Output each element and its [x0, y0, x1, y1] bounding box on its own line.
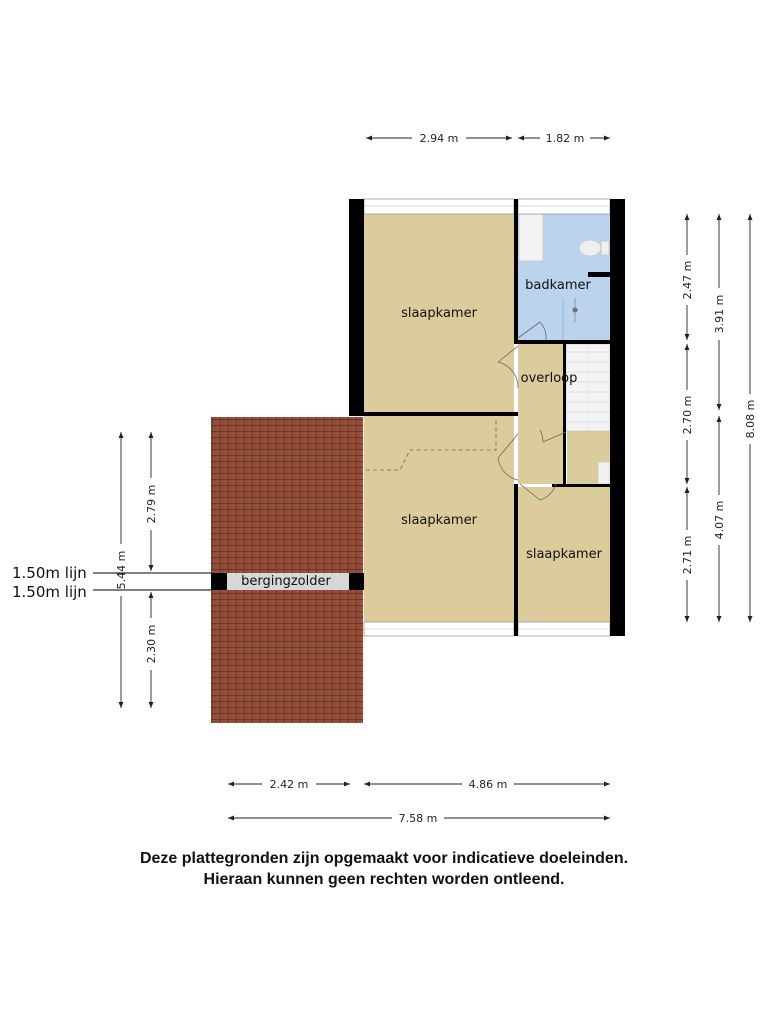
wall-center-lower	[514, 484, 518, 636]
dim-right-total: 8.08 m	[744, 399, 757, 439]
roof-lower	[211, 590, 363, 723]
wall-berging-right	[349, 573, 364, 590]
sink	[519, 214, 543, 261]
dim-left-total: 5.44 m	[115, 550, 128, 590]
wall-center-upper	[514, 199, 518, 344]
wall-bath-bottom	[518, 340, 610, 344]
wall-stub-top	[514, 199, 518, 214]
line-label-lower: 1.50m lijn	[12, 583, 87, 601]
dim-right-1: 2.47 m	[681, 260, 694, 300]
wall-left-outer	[349, 199, 364, 414]
dim-right-2: 2.70 m	[681, 395, 694, 435]
dim-bottom-total: 7.58 m	[398, 812, 438, 825]
wall-left-lower	[349, 412, 364, 416]
wall-bath-stub	[588, 272, 610, 277]
dim-top-right: 1.82 m	[545, 132, 585, 145]
room-label-slaapkamer-2: slaapkamer	[401, 513, 477, 528]
dim-left-upper: 2.79 m	[145, 484, 158, 524]
wall-right-outer	[610, 199, 625, 636]
disclaimer-line-1: Deze plattegronden zijn opgemaakt voor indicatieve doeleinden.	[139, 850, 629, 867]
line-label-upper: 1.50m lijn	[12, 564, 87, 582]
dim-right-3: 2.71 m	[681, 535, 694, 575]
room-label-slaapkamer-1: slaapkamer	[401, 306, 477, 321]
roof-area	[211, 417, 364, 723]
wall-stair-left	[563, 344, 566, 484]
dim-bottom-left: 2.42 m	[269, 778, 309, 791]
toilet	[579, 240, 601, 256]
disclaimer-line-2: Hieraan kunnen geen rechten worden ontleend.	[203, 871, 565, 888]
disclaimer	[0, 848, 768, 890]
wall-berging-left	[211, 573, 227, 590]
wall-slaapkamer3-top	[552, 484, 610, 487]
room-label-bergingzolder: bergingzolder	[241, 574, 331, 589]
dim-bottom-right: 4.86 m	[468, 778, 508, 791]
roof-upper	[211, 417, 363, 573]
dim-right-mid-top: 3.91 m	[713, 294, 726, 334]
dim-top-left: 2.94 m	[419, 132, 459, 145]
dim-left-lower: 2.30 m	[145, 624, 158, 664]
height-lines	[93, 573, 211, 590]
room-label-badkamer: badkamer	[525, 278, 591, 293]
room-label-overloop: overloop	[520, 371, 578, 386]
overloop-fill	[518, 344, 563, 484]
wall-between-bedrooms	[364, 412, 518, 416]
dim-right-mid-bottom: 4.07 m	[713, 500, 726, 540]
room-label-slaapkamer-3: slaapkamer	[526, 547, 602, 562]
staircase	[566, 344, 610, 431]
